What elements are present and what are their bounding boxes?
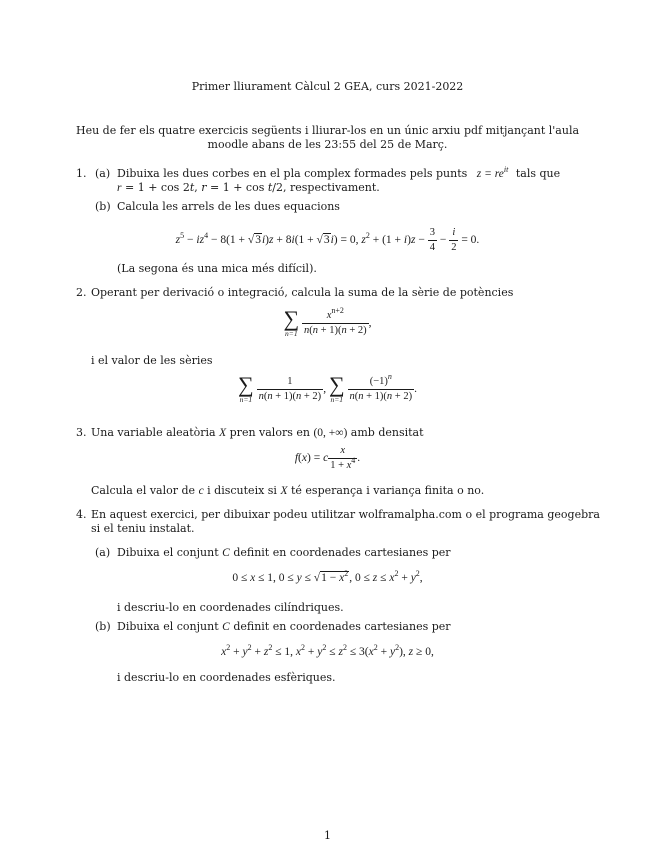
exercise-4-intro-2: si el teniu instalat. [91, 522, 195, 535]
equation-roots: $z^5 - iz^4 - 8(1 + √3i)z + 8i(1 + √3i) = 0$, $z^2 + (1 + i)z$ − $\frac{3}{4}$ − $\frac{i}{2}$ = 0. [175, 227, 480, 253]
intro-line-1: Heu de fer els quatre exercicis següents i lliurar-los en un únic arxiu pdf mitjançant l'aula [76, 124, 580, 137]
exercise-1b-label: (b) [95, 200, 111, 213]
exercise-1-number: 1. [76, 167, 87, 180]
exercise-4a-after: i descriu-lo en coordenades cilíndriques. [117, 601, 344, 614]
exercise-4b-text: Dibuixa el conjunt C definit en coordenades cartesianes per [117, 620, 451, 633]
formula-curves: r [117, 182, 122, 194]
exercise-2-number: 2. [76, 286, 87, 299]
document-title: Primer lliurament Càlcul 2 GEA, curs 2021-2022 [191, 80, 464, 93]
exercise-2-text: Operant per derivació o integració, calcula la suma de la sèrie de potències [91, 286, 514, 299]
exercise-3-text: Una variable aleatòria X pren valors en (0, +∞) amb densitat [91, 426, 424, 439]
equation-set-b: $x^2 + y^2 + z^2 \le 1$, $x^2 + y^2 \le z^2 \le 3(x^2 + y^2)$, z ≥ 0, [221, 643, 434, 658]
exercise-4b-label: (b) [95, 620, 111, 633]
exercise-3-number: 3. [76, 426, 87, 439]
exercise-1b-text: Calcula les arrels de les dues equacions [117, 200, 340, 213]
exercise-4b-after: i descriu-lo en coordenades esfèriques. [117, 671, 336, 684]
equation-series: ∑ n=1 $\frac{1}{n(n + 1)(n + 2)}$ , ∑ n=1 $\frac{(-1)^n}{n(n + 1)(n + 2)}$ . [238, 372, 417, 404]
exercise-4a-text: Dibuixa el conjunt C definit en coordenades cartesianes per [117, 546, 451, 559]
exercise-1a-line-1: Dibuixa les dues corbes en el pla complex formades pels punts $z = re^{it}$ tals que [117, 165, 561, 180]
formula-z-reit: $z = re^{it}$ [476, 165, 509, 180]
exercise-4-number: 4. [76, 508, 87, 521]
equation-density: f(x) = c $\frac{x}{1 + x^4}$ . [294, 445, 361, 471]
exercise-1-note: (La segona és una mica més difícil). [117, 262, 317, 275]
exercise-1a-line-2: r = 1 + cos 2t, r = 1 + cos t/2, respectivament. [117, 181, 380, 194]
exercise-3-question: Calcula el valor de c i discuteix si X té esperança i variança finita o no. [91, 484, 485, 497]
exercise-1a-label: (a) [95, 167, 111, 180]
intro-line-2: moodle abans de les 23:55 del 25 de Març. [207, 138, 448, 151]
exercise-4-intro-1: En aquest exercici, per dibuixar podeu utilitzar wolframalpha.com o el programa geogebra [91, 508, 600, 521]
exercise-2-text-2: i el valor de les sèries [91, 354, 213, 367]
exercise-4a-label: (a) [95, 546, 111, 559]
equation-power-series: ∑ n=1 $\frac{x^{n+2}}{n(n + 1)(n + 2)}$ , [283, 306, 372, 338]
page-number: 1 [324, 829, 331, 842]
equation-set-a: 0 ≤ x ≤ 1, $0 \le y \le √1 - x^2$, $0 \le z \le x^2 + y^2$, [232, 569, 423, 584]
